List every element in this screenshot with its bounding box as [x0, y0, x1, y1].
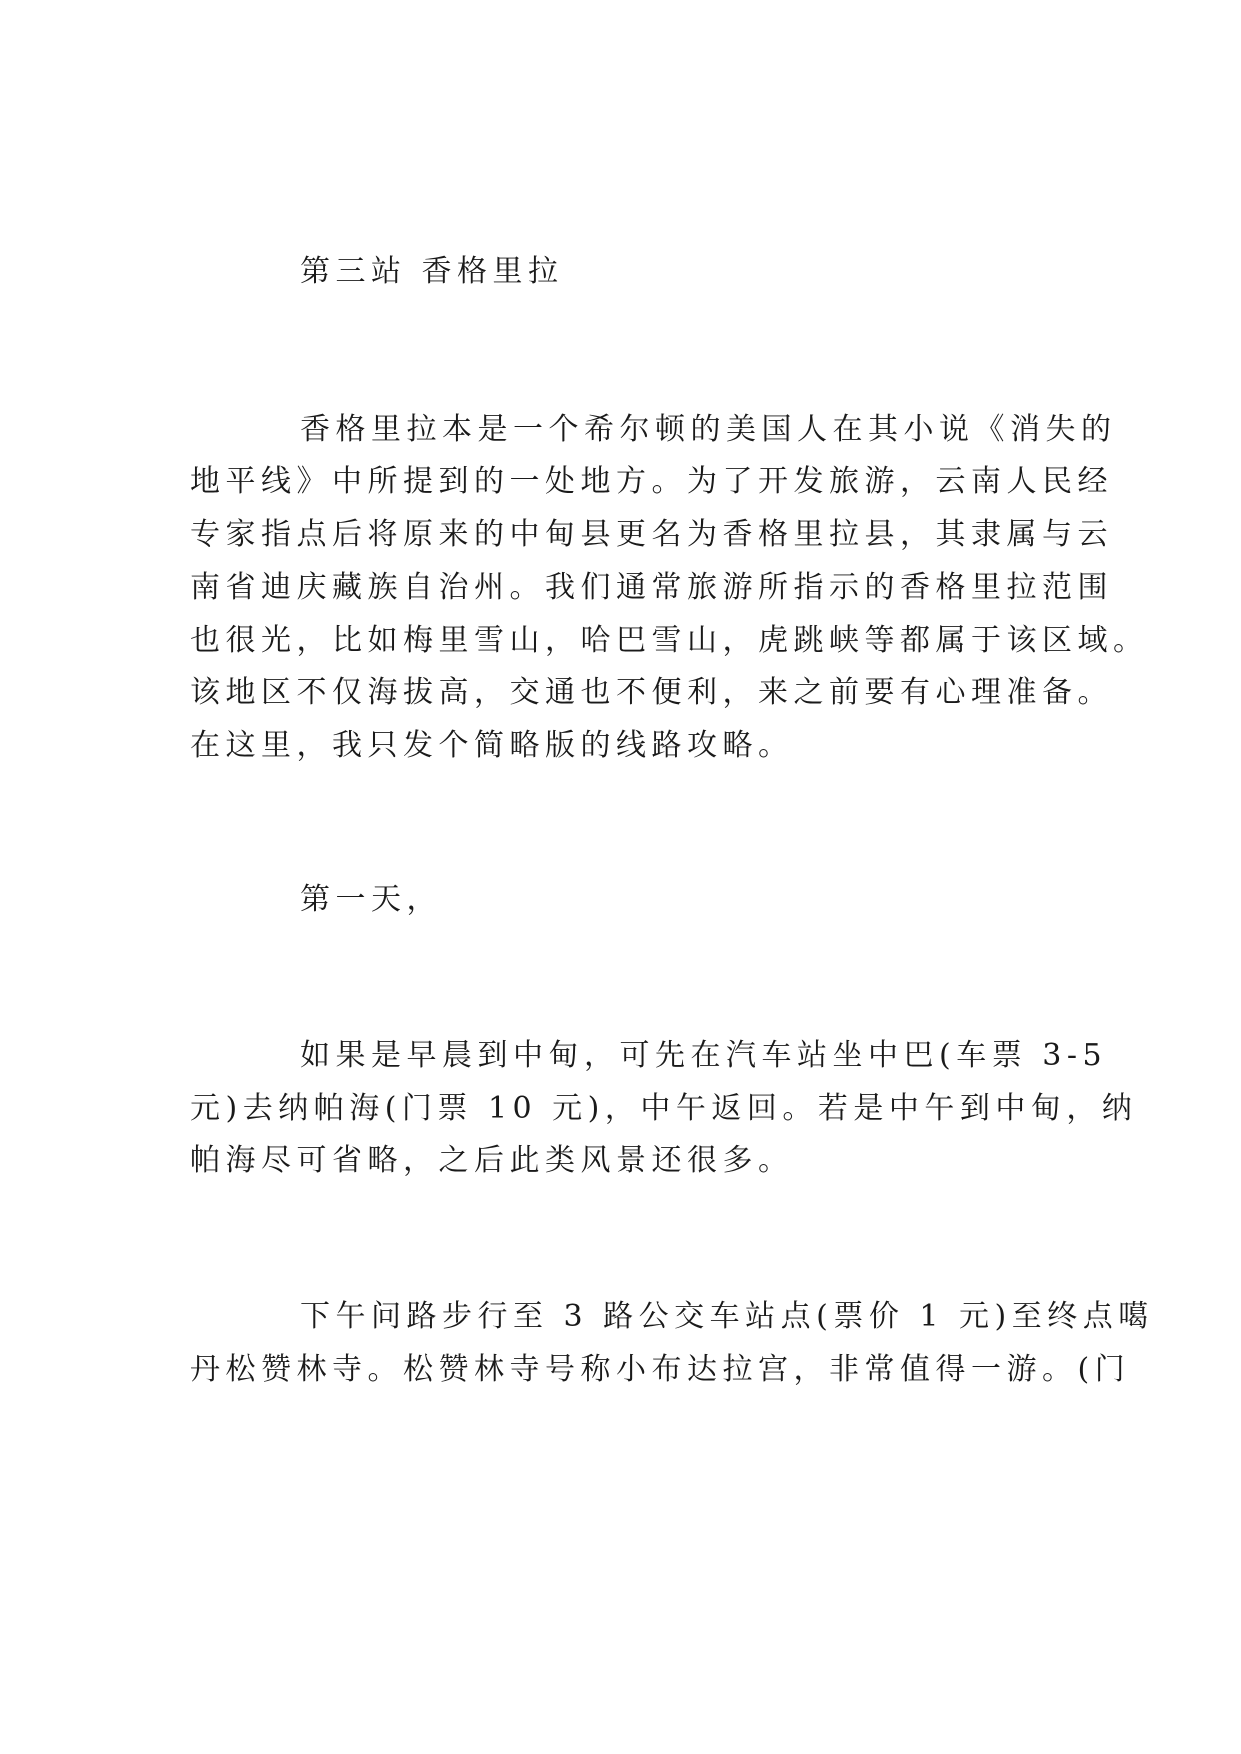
- paragraph-line: 专家指点后将原来的中甸县更名为香格里拉县，其隶属与云: [190, 517, 1113, 552]
- paragraph-line: 该地区不仅海拔高，交通也不便利，来之前要有心理准备。: [190, 675, 1113, 710]
- paragraph-line: 香格里拉本是一个希尔顿的美国人在其小说《消失的: [300, 412, 1117, 447]
- paragraph-line: 下午问路步行至 3 路公交车站点(票价 1 元)至终点噶: [300, 1299, 1154, 1334]
- paragraph-line: 丹松赞林寺。松赞林寺号称小布达拉宫，非常值得一游。(门: [190, 1352, 1131, 1387]
- day-heading: 第一天，: [300, 882, 442, 917]
- paragraph-line: 元)去纳帕海(门票 10 元)，中午返回。若是中午到中甸，纳: [190, 1091, 1138, 1126]
- paragraph-line: 如果是早晨到中甸，可先在汽车站坐中巴(车票 3-5: [300, 1038, 1108, 1073]
- paragraph-line: 也很光，比如梅里雪山，哈巴雪山，虎跳峡等都属于该区域。: [190, 623, 1149, 658]
- paragraph-line: 在这里，我只发个简略版的线路攻略。: [190, 728, 794, 763]
- paragraph-line: 地平线》中所提到的一处地方。为了开发旅游，云南人民经: [190, 464, 1113, 499]
- paragraph-line: 帕海尽可省略，之后此类风景还很多。: [190, 1143, 794, 1178]
- section-heading: 第三站 香格里拉: [300, 254, 564, 289]
- paragraph-line: 南省迪庆藏族自治州。我们通常旅游所指示的香格里拉范围: [190, 570, 1113, 605]
